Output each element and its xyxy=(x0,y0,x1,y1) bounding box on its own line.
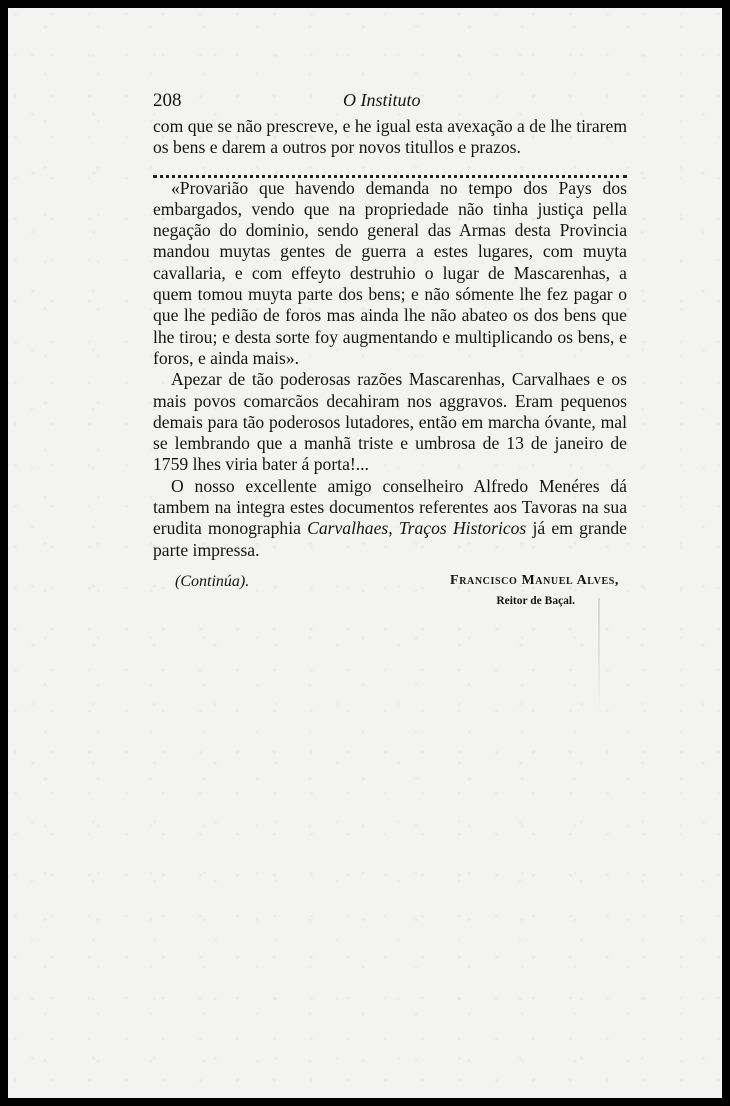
signature-block xyxy=(153,573,627,625)
author-name: Francisco Manuel Alves, xyxy=(450,572,619,588)
monograph-title: Carvalhaes, Traços Historicos xyxy=(307,518,527,539)
running-head xyxy=(153,90,627,116)
paragraph-1: com que se não prescreve, e he igual esta avexação a de lhe tirarem os bens e darem a outros por novos titullos e prazos. xyxy=(153,116,627,158)
ellipsis-dot-line xyxy=(153,161,627,178)
running-title: O Instituto xyxy=(343,90,421,110)
author-role: Reitor de Baçal. xyxy=(496,594,575,607)
page-text-block xyxy=(153,90,627,625)
paragraph-4-text-end: já em grande parte impressa. xyxy=(153,518,627,560)
page-number: 208 xyxy=(153,90,182,111)
continua-note: (Continúa). xyxy=(175,572,250,590)
paragraph-2-quote: «Provarião que havendo demanda no tempo dos Pays dos embargados, vendo que na propriedade não tinha justiça pella negação do dominio, sendo general das Armas desta Provincia mandou muytas gentes de guerra a estes lugares, com muyta cavallaria, e com effeyto destruhio o lugar de Mascarenhas, a quem tomou muyta parte dos bens; e não sómente lhe fez pagar o que lhe pedião de foros mas ainda lhe não abateo os dos bens que lhe tirou; e desta sorte foy augmentando e multiplicando os bens, e foros, e ainda mais». xyxy=(153,177,627,368)
paragraph-3: Apezar de tão poderosas razões Mascarenhas, Carvalhaes e os mais povos comarcãos decahiram nos aggravos. Eram pequenos demais para tão poderosos lutadores, então em marcha óvante, mal se lembrando que a manhã triste e umbrosa de 13 de janeiro de 1759 lhes viria bater á porta!... xyxy=(153,369,627,475)
paragraph-4-text-start: O nosso excellente amigo conselheiro Alfredo Menéres dá tambem na integra estes documentos referentes aos Tavoras na sua erudita monographia xyxy=(153,475,627,539)
paragraph-4 xyxy=(153,476,627,561)
